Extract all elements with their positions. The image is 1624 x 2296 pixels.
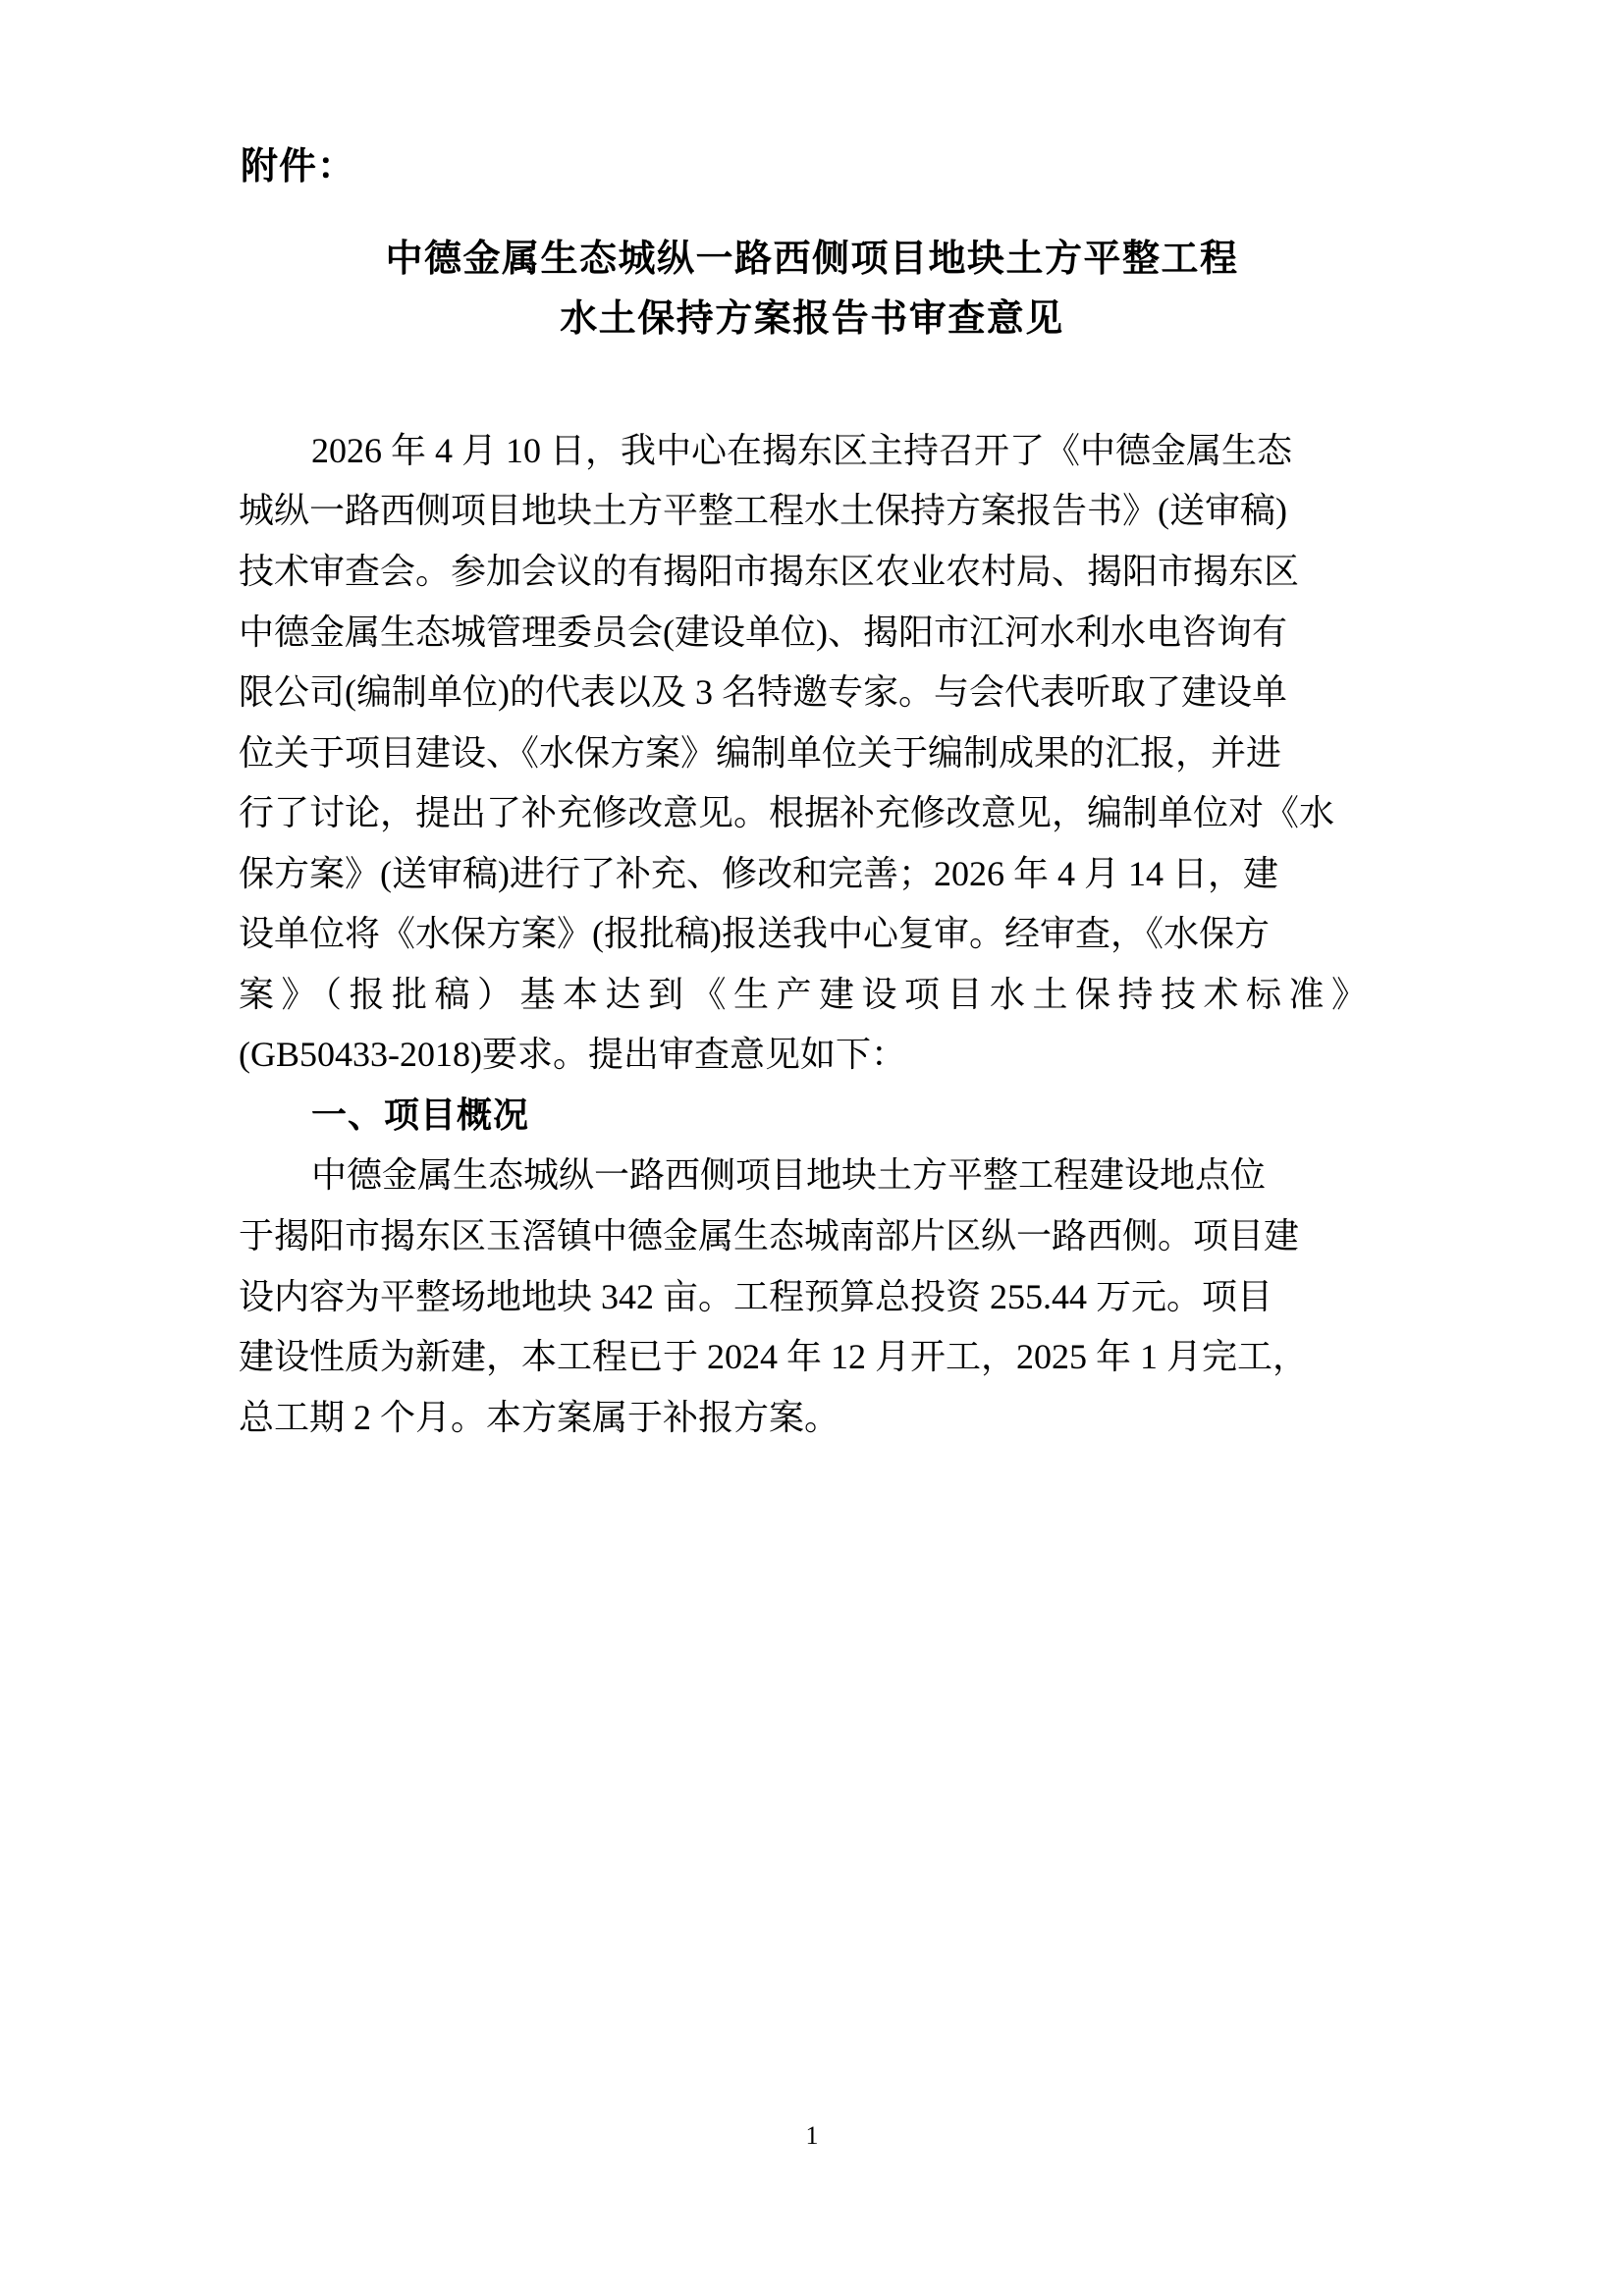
title-body-spacer [239,350,1385,421]
intro-line: 案》（报批稿）基本达到《生产建设项目水土保持技术标准》 [239,974,1375,1014]
overview-line: 建设性质为新建，本工程已于 2024 年 12 月开工，2025 年 1 月完工， [239,1337,1309,1377]
project-overview-paragraph [239,1146,1385,1448]
attachment-label: 附件： [241,146,356,187]
overview-line: 总工期 2 个月。本方案属于补报方案。 [239,1397,840,1437]
intro-line: 保方案》(送审稿)进行了补充、修改和完善；2026 年 4 月 14 日，建 [239,853,1278,893]
intro-line: 行了讨论，提出了补充修改意见。根据补充修改意见，编制单位对《水 [239,793,1335,833]
section-heading-project-overview: 一、项目概况 [311,1095,530,1135]
page-number: 1 [805,2121,819,2150]
intro-line: 位关于项目建设、《水保方案》编制单位关于编制成果的汇报，并进 [239,732,1282,773]
intro-line: 限公司(编制单位)的代表以及 3 名特邀专家。与会代表听取了建设单 [239,672,1287,713]
document-title [239,230,1385,350]
intro-line: 设单位将《水保方案》(报批稿)报送我中心复审。经审查，《水保方 [239,914,1270,954]
intro-line: 技术审查会。参加会议的有揭阳市揭东区农业农村局、揭阳市揭东区 [239,551,1300,591]
intro-paragraph [239,421,1385,1086]
overview-line: 中德金属生态城纵一路西侧项目地块土方平整工程建设地点位 [311,1155,1267,1196]
document-title-line-2: 水土保持方案报告书审查意见 [560,298,1064,341]
intro-line: (GB50433-2018)要求。提出审查意见如下： [239,1035,906,1075]
intro-line: 城纵一路西侧项目地块土方平整工程水土保持方案报告书》(送审稿) [239,491,1287,531]
overview-line: 于揭阳市揭东区玉滘镇中德金属生态城南部片区纵一路西侧。项目建 [239,1216,1300,1255]
overview-line: 设内容为平整场地地块 342 亩。工程预算总投资 255.44 万元。项目 [239,1276,1273,1316]
intro-line: 2026 年 4 月 10 日，我中心在揭东区主持召开了《中德金属生态 [311,430,1293,470]
intro-line: 中德金属生态城管理委员会(建设单位)、揭阳市江河水利水电咨询有 [239,612,1287,652]
document-title-line-1: 中德金属生态城纵一路西侧项目地块土方平整工程 [385,238,1239,280]
